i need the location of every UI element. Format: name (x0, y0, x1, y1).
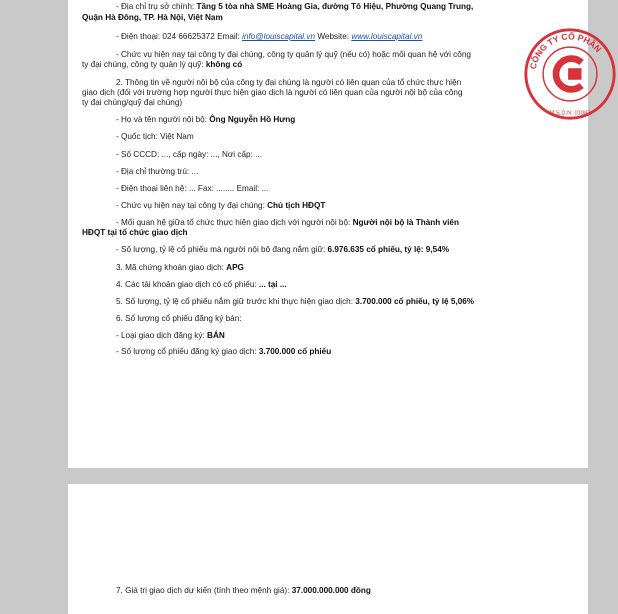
section-2-heading-cont2: ty đại chúng/quỹ đại chúng) (82, 98, 183, 107)
trading-accounts: 4. Các tài khoản giao dịch có cổ phiếu: ... tại ... (116, 280, 287, 289)
ticker: 3. Mã chứng khoán giao dịch: APG (116, 263, 244, 272)
permanent-address: - Địa chỉ thường trú: ... (116, 167, 199, 176)
relationship-cont: HĐQT tại tổ chức giao dịch (82, 228, 188, 237)
section-2-heading: 2. Thông tin về người nội bộ của công ty đại chúng là người có liên quan của tổ chức thực hiện (116, 78, 462, 87)
registered-qty: - Số lượng cổ phiếu đăng ký giao dịch: 3.700.000 cổ phiếu (116, 347, 332, 356)
section-2-heading-cont: giao dịch (đối với trường hợp người thực hiện giao dịch là người có liên quan của người nội bộ của công (82, 88, 463, 97)
expected-transaction-value: 7. Giá trị giao dịch dự kiến (tính theo mệnh giá): 37.000.000.000 đồng (116, 586, 371, 595)
insider-contact: - Điện thoại liên hệ: ... Fax: ........ Email: ... (116, 184, 269, 193)
insider-name: - Họ và tên người nội bộ: Ông Nguyễn Hồ Hưng (116, 115, 296, 124)
svg-text:CÔNG TY CỔ PHẦN: CÔNG TY CỔ PHẦN (527, 31, 604, 71)
email-link[interactable]: info@louiscapital.vn (242, 32, 316, 41)
insider-position: - Chức vụ hiện nay tại công ty đại chúng: Chủ tịch HĐQT (116, 201, 326, 210)
registered-sell-qty: 6. Số lượng cổ phiếu đăng ký bán: (116, 314, 242, 323)
holding-before: 5. Số lượng, tỷ lệ cổ phiếu nắm giữ trước khi thực hiện giao dịch: 3.700.000 cổ phiếu, tỷ lệ 5,06% (116, 297, 475, 306)
id-card: - Số CCCD: ..., cấp ngày: ..., Nơi cấp: ... (116, 150, 262, 159)
nationality: - Quốc tịch: Việt Nam (116, 132, 194, 141)
position-line-cont: ty đại chúng, công ty quản lý quỹ: không có (82, 60, 243, 69)
document-page-1 (68, 0, 604, 468)
document-page-2 (68, 484, 588, 614)
head-office-address-cont: Quận Hà Đông, TP. Hà Nội, Việt Nam (82, 13, 223, 22)
transaction-type: - Loại giao dịch đăng ký: BÁN (116, 331, 225, 340)
website-link[interactable]: www.louiscapital.vn (351, 32, 423, 41)
company-seal (522, 26, 618, 122)
head-office-address: - Địa chỉ trụ sở chính: Tầng 5 tòa nhà SME Hoàng Gia, đường Tô Hiệu, Phường Quang Trung, (116, 2, 474, 11)
position-line: - Chức vụ hiện nay tại công ty đại chúng, công ty quản lý quỹ (nếu có) hoặc mối quan hệ với công (116, 50, 471, 59)
svg-text:M.S.D.N: 01087: M.S.D.N: 01087 (549, 110, 591, 117)
insider-holding: - Số lượng, tỷ lệ cổ phiếu mà người nội bộ đang nắm giữ: 6.976.635 cổ phiếu, tỷ lệ: 9,54% (116, 245, 450, 254)
contact-line: - Điện thoại: 024 66625372 Email: info@louiscapital.vn Website: www.louiscapital.vn (116, 32, 423, 41)
relationship: - Mối quan hệ giữa tổ chức thực hiện giao dịch với người nội bộ: Người nội bộ là Thành viên (116, 218, 459, 227)
